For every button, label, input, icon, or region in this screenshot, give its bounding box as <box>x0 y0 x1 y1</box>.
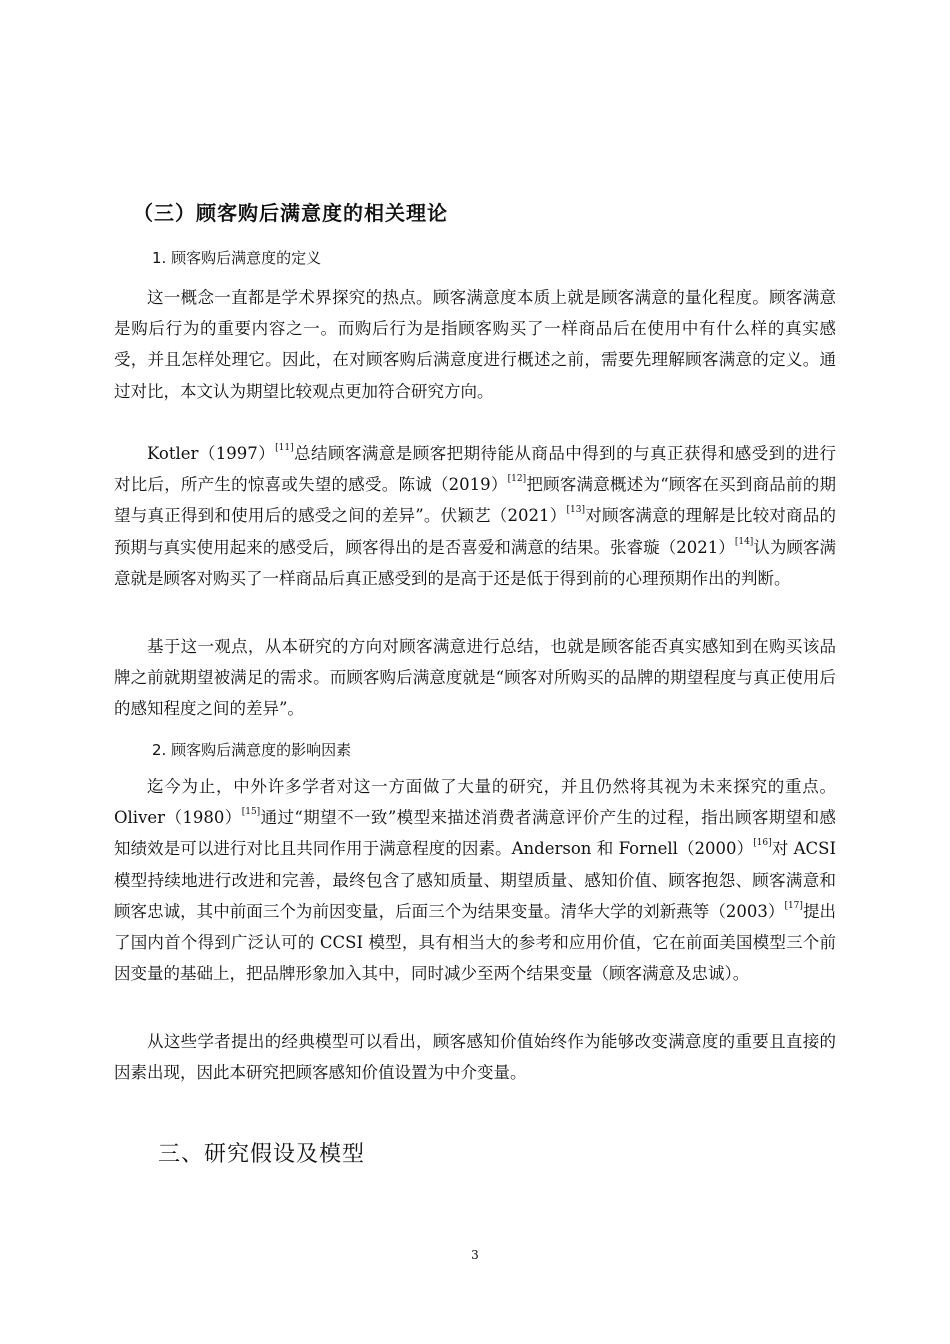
subsection-heading-factors: 2. 顾客购后满意度的影响因素 <box>152 741 352 759</box>
text-run: 认为顾客满意就是顾客对购买了一样商品后真正感受到的是高于还是低于得到前的心理预期作出的判断。 <box>114 537 836 588</box>
page-number: 3 <box>471 1248 479 1262</box>
citation-ref: [15] <box>241 807 261 818</box>
section-heading: （三）顾客购后满意度的相关理论 <box>133 201 448 225</box>
paragraph-literature-review <box>114 438 836 594</box>
citation-ref: [16] <box>753 838 772 849</box>
citation-ref: [11] <box>275 443 294 453</box>
citation-ref: [14] <box>734 536 754 547</box>
paragraph-conclusion: 从这些学者提出的经典模型可以看出，顾客感知价值始终作为能够改变满意度的重要且直接的因素出现，因此本研究把顾客感知价值设置为中介变量。 <box>114 1032 836 1083</box>
citation-ref: [12] <box>507 474 527 485</box>
subsection-heading-definition: 1. 顾客购后满意度的定义 <box>152 249 322 267</box>
text-run: Kotler（1997） <box>147 444 276 463</box>
citation-ref: [17] <box>784 900 803 911</box>
citation-ref: [13] <box>566 505 585 516</box>
text-run: 通过“期望不一致”模型来描述消费者满意评价产生的过程，指出顾客期望和感知绩效是可以进行对比且共同作用于满意程度的因素。Anderson 和 Fornell（2000） <box>114 808 837 859</box>
text-run: 对 ACSI 模型持续地进行改进和完善，最终包含了感知质量、期望质量、感知价值、顾客抱怨、顾客满意和顾客忠诚，其中前面三个为前因变量，后面三个为结果变量。清华大学的刘新燕等（2003） <box>114 839 836 921</box>
text-run: 把顾客满意概述为“顾客在买到商品前的期望与真正得到和使用后的感受之间的差异”。伏颖艺（2021） <box>114 475 836 526</box>
text-run: 对顾客满意的理解是比较对商品的预期与真实使用起来的感受后，顾客得出的是否喜爱和满意的结果。张睿璇（2021） <box>114 506 837 557</box>
text-run: 迄今为止，中外许多学者对这一方面做了大量的研究，并且仍然将其视为未来探究的重点。Oliver（1980） <box>114 777 836 828</box>
paragraph-definition-intro: 这一概念一直都是学术界探究的热点。顾客满意度本质上就是顾客满意的量化程度。顾客满意是购后行为的重要内容之一。而购后行为是指顾客购买了一样商品后在使用中有什么样的真实感受，并且怎样处理它。因此，在对顾客购后满意度进行概述之前，需要先理解顾客满意的定义。通过对比，本文认为期望比较观点更加符合研究方向。 <box>114 288 836 401</box>
chapter-heading: 三、研究假设及模型 <box>158 1142 366 1167</box>
text-run: 总结顾客满意是顾客把期待能从商品中得到的与真正获得和感受到的进行对比后，所产生的惊喜或失望的感受。陈诚（2019） <box>114 444 837 495</box>
text-run: 提出了国内首个得到广泛认可的 CCSI 模型，具有相当大的参考和应用价值，它在前面美国模型三个前因变量的基础上，把品牌形象加入其中，同时减少至两个结果变量（顾客满意及忠诚）。 <box>114 901 836 984</box>
paragraph-summary-definition: 基于这一观点，从本研究的方向对顾客满意进行总结，也就是顾客能否真实感知到在购买该品牌之前就期望被满足的需求。而顾客购后满意度就是“顾客对所购买的品牌的期望程度与真正使用后的感知程度之间的差异”。 <box>114 637 836 719</box>
paragraph-influencing-factors <box>114 771 836 989</box>
